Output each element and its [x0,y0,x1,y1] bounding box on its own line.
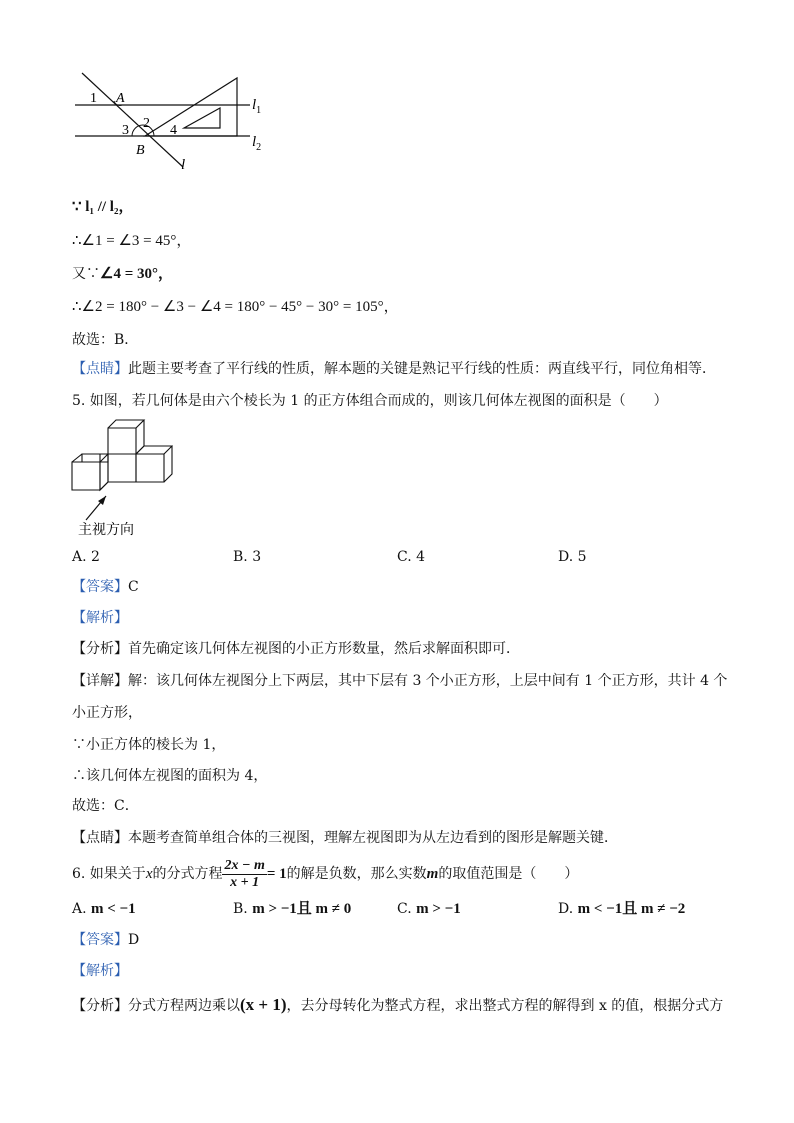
q5-answer: 【答案】C [72,579,139,595]
label-line-l: l [181,157,186,173]
label-angle-2: 2 [143,116,150,131]
q5-dianjing: 【点睛】本题考查简单组合体的三视图，理解左视图即为从左边看到的图形是解题关键． [72,830,618,846]
q5-jiexi: 【解析】 [72,610,128,626]
q5-line-3: ∵小正方体的棱长为 1， [72,737,226,753]
label-angle-1: 1 [90,91,97,106]
q6-fenxi: 【分析】分式方程两边乘以(x + 1)，去分母转化为整式方程，求出整式方程的解得到 x 的值，根据分式方 [72,995,724,1014]
q5-stem: 5. 如图，若几何体是由六个棱长为 1 的正方体组合而成的，则该几何体左视图的面积是（ ） [72,393,668,409]
q5-option-d[interactable]: D. 5 [558,549,587,565]
label-point-b: B [136,143,145,158]
q5-choose: 故选：C． [72,798,139,814]
label-line-l2: $l_2$ [252,134,262,153]
q6-option-c[interactable]: C. m > −1 [397,901,461,917]
proof-choose: 故选：B． [72,332,139,348]
q5-line-4: ∴该几何体左视图的面积为 4， [72,768,268,784]
parallel-lines-figure [70,68,280,176]
q6-option-d[interactable]: D. m < −1且 m ≠ −2 [558,901,686,917]
q5-xiangjie: 【详解】解：该几何体左视图分上下两层，其中下层有 3 个小正方形，上层中间有 1 个正方形，共计 4 个 [72,673,728,689]
q6-option-b[interactable]: B. m > −1且 m ≠ 0 [233,901,352,917]
q6-fraction: $\frac{2x - m}{x + 1}$ [224,857,265,890]
proof-line-1: ∵ l₁ // l₂， [72,199,134,215]
proof-line-3: 又∵∠4 = 30°， [72,266,173,282]
q6-jiexi: 【解析】 [72,963,128,979]
q5-option-a[interactable]: A. 2 [72,549,100,565]
label-angle-4: 4 [170,123,177,138]
cube-stack-figure [68,416,173,542]
q6-option-a[interactable]: A. m < −1 [72,901,136,917]
q5-option-c[interactable]: C. 4 [397,549,426,565]
q5-fenxi: 【分析】首先确定该几何体左视图的小正方形数量，然后求解面积即可． [72,641,520,657]
q6-answer: 【答案】D [72,932,140,948]
q6-stem: 6. 如果关于x的分式方程 $\frac{2x - m}{x + 1}$ = 1的解是负数，那么实数m的取值范围是（ ） [72,857,579,890]
label-point-a: A [116,91,125,106]
label-line-l1: $l_1$ [252,97,262,116]
q5-figure-caption: 主视方向 [78,523,134,538]
q5-xiangjie-cont: 小正方形， [72,705,142,721]
proof-line-4: ∴∠2 = 180° − ∠3 − ∠4 = 180° − 45° − 30° = 105°， [72,299,399,315]
proof-line-2: ∴∠1 = ∠3 = 45°， [72,233,192,249]
proof-dianjing: 【点睛】此题主要考查了平行线的性质，解本题的关键是熟记平行线的性质：两直线平行，同位角相等． [72,361,716,377]
label-angle-3: 3 [122,123,129,138]
q5-option-b[interactable]: B. 3 [233,549,262,565]
